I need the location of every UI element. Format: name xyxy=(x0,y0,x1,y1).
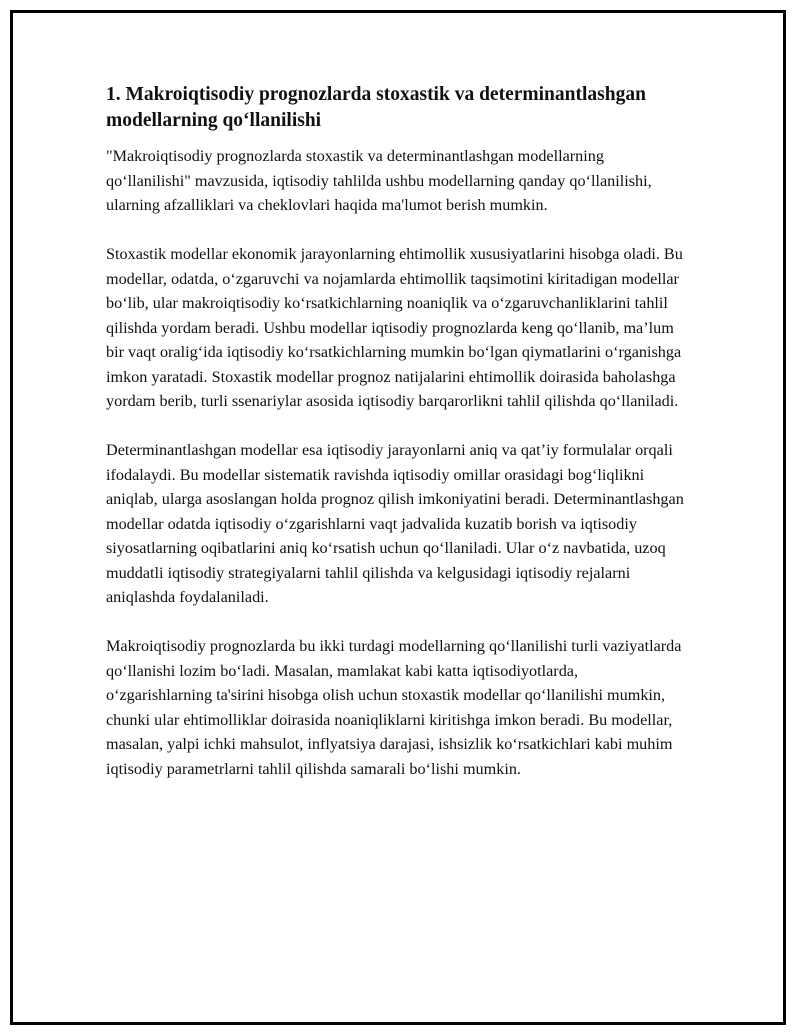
document-body xyxy=(106,82,686,806)
section-heading: 1. Makroiqtisodiy prognozlarda stoxastik va determinantlashgan modellarning qo‘llanilishi xyxy=(106,84,646,131)
paragraph-deterministic-models: Determinantlashgan modellar esa iqtisodiy jarayonlarni aniq va qat’iy formulalar orqali ifodalaydi. Bu modellar sistematik ravishda iqtisodiy omillar orasidagi bog‘liqlikni aniqlab, ularga asoslangan holda prognoz qilish imkoniyatini beradi. Determinantlashgan modellar odatda iqtisodiy o‘zgarishlarni vaqt jadvalida kuzatib borish va iqtisodiy siyosatlarning oqibatlarini aniq ko‘rsatish uchun qo‘llaniladi. Ular o‘z navbatida, uzoq muddatli iqtisodiy strategiyalarni tahlil qilishda va kelgusidagi iqtisodiy rejalarni aniqlashda foydalaniladi. xyxy=(106,441,684,606)
paragraph-stochastic-models: Stoxastik modellar ekonomik jarayonlarning ehtimollik xususiyatlarini hisobga oladi. Bu modellar, odatda, o‘zgaruvchi va nojamlarda ehtimollik taqsimotini kiritadigan modellar bo‘lib, ular makroiqtisodiy ko‘rsatkichlarning noaniqlik va o‘zgaruvchanliklarini tahlil qilishda yordam beradi. Ushbu modellar iqtisodiy prognozlarda keng qo‘llanib, ma’lum bir vaqt oralig‘ida iqtisodiy ko‘rsatkichlarning mumkin bo‘lgan qiymatlarini o‘rganishga imkon yaratadi. Stoxastik modellar prognoz natijalarini ehtimollik doirasida baholashga yordam berib, turli ssenariylar asosida iqtisodiy barqarorlikni tahlil qilishda qo‘llaniladi. xyxy=(106,245,683,410)
paragraph-application: Makroiqtisodiy prognozlarda bu ikki turdagi modellarning qo‘llanilishi turli vaziyatlarda qo‘llanishi lozim bo‘ladi. Masalan, mamlakat kabi katta iqtisodiyotlarda, o‘zgarishlarning ta'sirini hisobga olish uchun stoxastik modellar qo‘llanilishi mumkin, chunki ular ehtimolliklar doirasida noaniqliklarni kiritishga imkon beradi. Bu modellar, masalan, yalpi ichki mahsulot, inflyatsiya darajasi, ishsizlik ko‘rsatkichlari kabi muhim iqtisodiy parametrlarni tahlil qilishda samarali bo‘lishi mumkin. xyxy=(106,637,682,778)
paragraph-intro: "Makroiqtisodiy prognozlarda stoxastik va determinantlashgan modellarning qo‘llanilishi" mavzusida, iqtisodiy tahlilda ushbu modellarning qanday qo‘llanilishi, ularning afzalliklari va cheklovlari haqida ma'lumot berish mumkin. xyxy=(106,147,652,214)
